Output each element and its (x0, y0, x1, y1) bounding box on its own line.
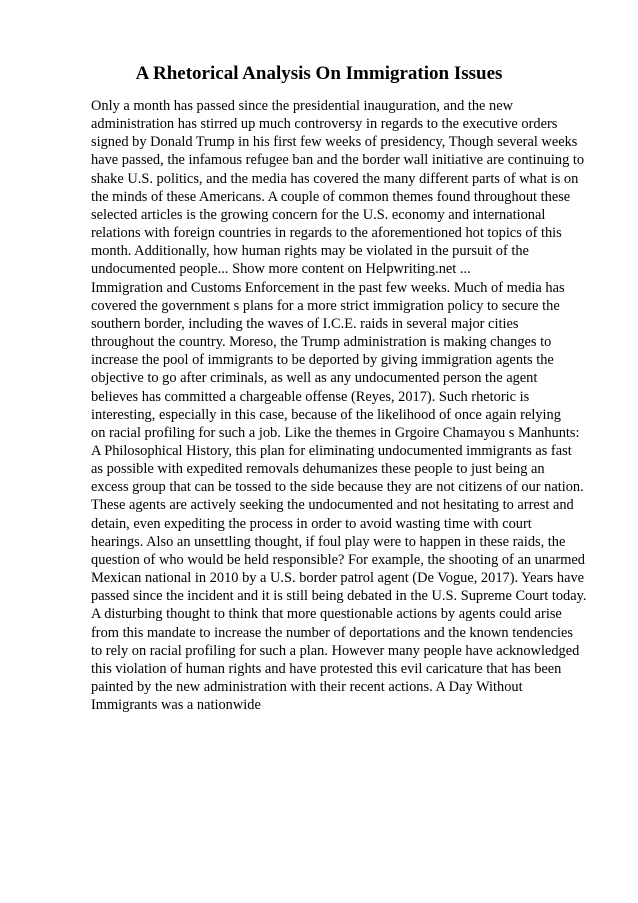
body-text-line: Mexican national in 2010 by a U.S. border patrol agent (De Vogue, 2017). Years have (91, 570, 585, 587)
body-text-line: to rely on racial profiling for such a plan. However many people have acknowledged (91, 642, 580, 659)
body-text-line: throughout the country. Moreso, the Trump administration is making changes to (91, 334, 552, 351)
body-text-line: detain, even expediting the process in order to avoid wasting time with court (91, 515, 532, 532)
body-text-line: passed since the incident and it is still being debated in the U.S. Supreme Court today. (91, 588, 587, 605)
body-text-line: have passed, the infamous refugee ban and the border wall initiative are continuing to (91, 152, 585, 169)
body-text-line: from this mandate to increase the number of deportations and the known tendencies (91, 624, 573, 641)
body-text-line: shake U.S. politics, and the media has covered the many different parts of what is on (91, 170, 579, 187)
body-text-line: A Philosophical History, this plan for eliminating undocumented immigrants as fast (91, 442, 572, 459)
body-text-line: believes has committed a chargeable offense (Reyes, 2017). Such rhetoric is (91, 388, 530, 405)
body-text-line: Only a month has passed since the presidential inauguration, and the new (91, 98, 514, 114)
body-text-line: Immigration and Customs Enforcement in the past few weeks. Much of media has (91, 279, 565, 296)
body-text-line: signed by Donald Trump in his first few weeks of presidency, Though several weeks (91, 134, 578, 151)
document-title: A Rhetorical Analysis On Immigration Issues (135, 63, 503, 84)
body-text-line: month. Additionally, how human rights may be violated in the pursuit of the (91, 243, 529, 260)
body-text-line: These agents are actively seeking the undocumented and not hesitating to arrest and (91, 497, 574, 514)
body-text-line: painted by the new administration with their recent actions. A Day Without (91, 679, 523, 695)
body-text-line: southern border, including the waves of I.C.E. raids in several major cities (91, 315, 519, 332)
body-text-line: hearings. Also an unsettling thought, if foul play were to happen in these raids, the (91, 533, 566, 550)
body-text-line: covered the government s plans for a more strict immigration policy to secure the (91, 297, 560, 314)
body-text-line: on racial profiling for such a job. Like the themes in Grgoire Chamayou s Manhunts: (91, 424, 580, 441)
body-text-line: relations with foreign countries in regards to the aforementioned hot topics of this (91, 225, 562, 242)
body-text-line: A disturbing thought to think that more questionable actions by agents could arise (91, 606, 562, 623)
body-text-line: interesting, especially in this case, because of the likelihood of once again relying (91, 406, 561, 423)
body-text-line: this violation of human rights and have protested this evil caricature that has been (91, 660, 562, 677)
body-text-line: as possible with expedited removals dehumanizes these people to just being an (91, 461, 545, 478)
body-text-line: excess group that can be tossed to the side because they are not citizens of our nation. (91, 479, 584, 496)
body-text-line: question of who would be held responsible? For example, the shooting of an unarmed (91, 551, 585, 568)
body-text-line: undocumented people... Show more content on Helpwriting.net ... (91, 261, 471, 278)
body-text-line: selected articles is the growing concern for the U.S. economy and international (91, 206, 546, 223)
body-text-line: objective to go after criminals, as well as any undocumented person the agent (91, 370, 538, 387)
body-text-line: administration has stirred up much controversy in regards to the executive orders (91, 116, 558, 133)
body-text-line: increase the pool of immigrants to be deported by giving immigration agents the (91, 352, 554, 369)
body-text-line: Immigrants was a nationwide (91, 697, 261, 714)
body-text-line: the minds of these Americans. A couple of common themes found throughout these (91, 188, 571, 205)
document-body (91, 97, 611, 714)
